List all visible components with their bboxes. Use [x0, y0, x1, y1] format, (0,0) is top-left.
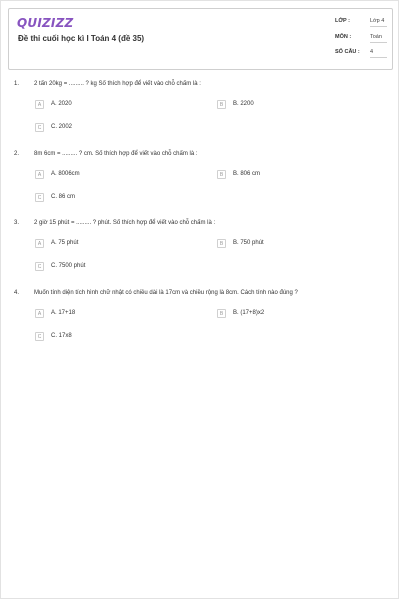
option-letter-box: C [35, 193, 44, 202]
option-text: A. 8006cm [51, 171, 80, 177]
option-letter-box: B [217, 100, 226, 109]
meta-subject-value: Toán [370, 34, 387, 43]
option-text: A. 2020 [51, 101, 72, 107]
option-letter-box: A [35, 309, 44, 318]
option-text: C. 7500 phút [51, 263, 86, 269]
meta-subject-label: MÔN : [335, 34, 352, 40]
question-number: 4. [14, 290, 20, 296]
option-text: C. 17x8 [51, 333, 72, 339]
meta-question-count-value: 4 [370, 49, 387, 58]
option-letter-box: A [35, 239, 44, 248]
quizizz-logo: QUIZIZZ [17, 16, 74, 30]
option-letter-box: A [35, 100, 44, 109]
option-text: B. 750 phút [233, 240, 264, 246]
worksheet-title: Đề thi cuối học kì I Toán 4 (đề 35) [18, 34, 145, 43]
option-text: C. 86 cm [51, 194, 76, 200]
option-text: B. 806 cm [233, 171, 261, 177]
option-letter-box: B [217, 309, 226, 318]
meta-class-label: LỚP : [335, 18, 350, 24]
option-text: A. 17+18 [51, 310, 76, 316]
question-number: 3. [14, 220, 20, 226]
question-text: Muốn tính diện tích hình chữ nhật có chiều dài là 17cm và chiều rộng là 8cm. Cách tính nào đúng ? [34, 290, 298, 296]
question-text: 8m 6cm = ......... ? cm. Số thích hợp để viết vào chỗ chấm là : [34, 151, 198, 157]
option-text: C. 2002 [51, 124, 73, 130]
question-number: 1. [14, 81, 20, 87]
option-letter-box: B [217, 170, 226, 179]
option-letter-box: C [35, 262, 44, 271]
meta-question-count-label: SỐ CÂU : [335, 49, 360, 55]
question-text: 2 giờ 15 phút = ......... ? phút. Số thích hợp để viết vào chỗ chấm là : [34, 220, 216, 226]
option-text: B. 2200 [233, 101, 254, 107]
question-text: 2 tấn 20kg = ......... ? kg Số thích hợp để viết vào chỗ chấm là : [34, 81, 201, 87]
option-text: A. 75 phút [51, 240, 79, 246]
worksheet-header [8, 8, 393, 70]
option-text: B. (17+8)x2 [233, 310, 265, 316]
question-number: 2. [14, 151, 20, 157]
option-letter-box: B [217, 239, 226, 248]
meta-class-value: Lớp 4 [370, 18, 387, 27]
option-letter-box: A [35, 170, 44, 179]
option-letter-box: C [35, 123, 44, 132]
option-letter-box: C [35, 332, 44, 341]
